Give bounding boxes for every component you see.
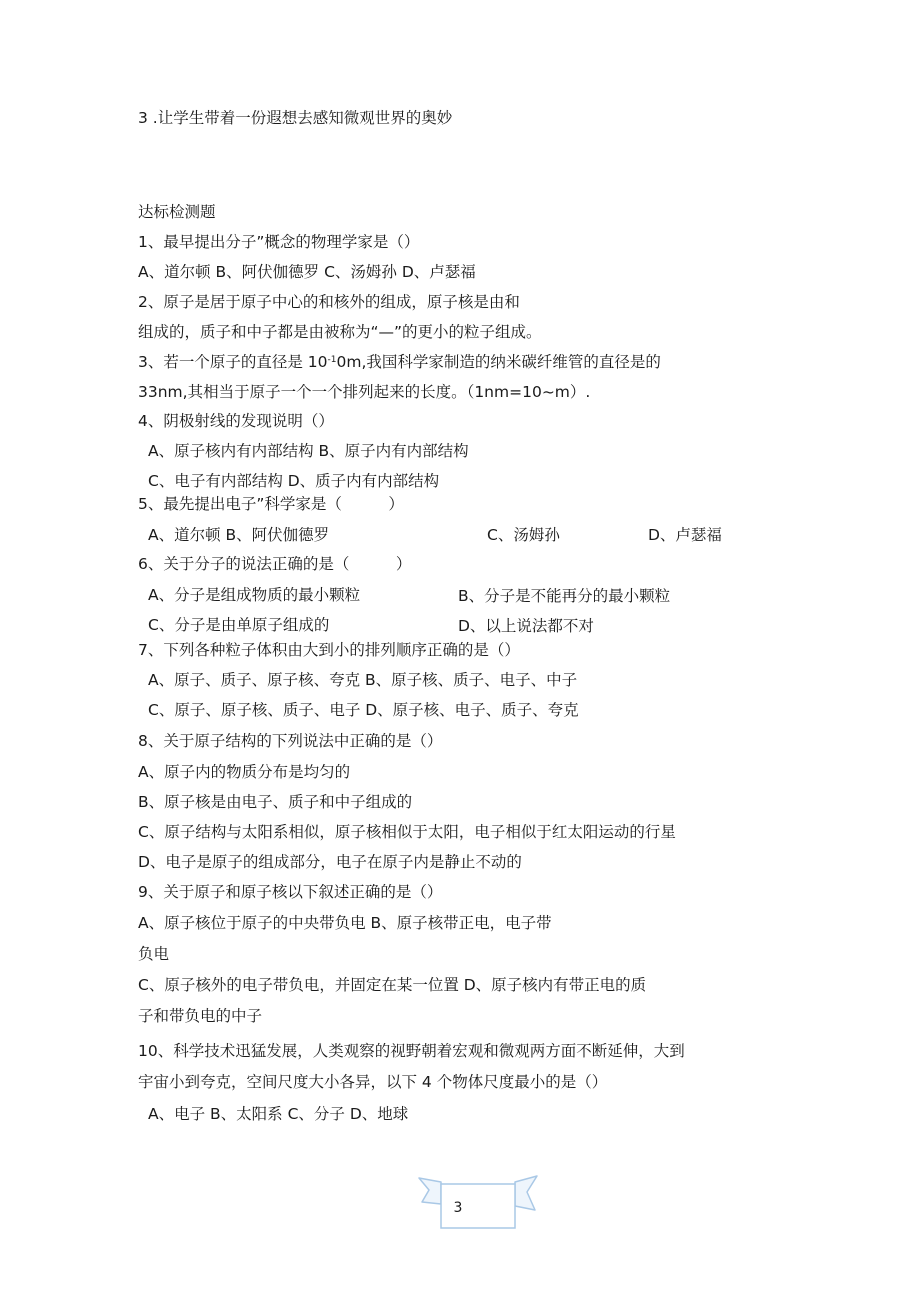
question-10-line-2: 宇宙小到夸克，空间尺度大小各异，以下 4 个物体尺度最小的是（） <box>138 1073 608 1091</box>
question-5-options-ab: A、道尔顿 B、阿伏伽德罗 <box>148 526 330 544</box>
question-9-options-ab-line-2: 负电 <box>138 945 170 963</box>
question-1-stem: 1、最早提出分子”概念的物理学家是（） <box>138 233 420 251</box>
intro-item: 3 .让学生带着一份遐想去感知微观世界的奥妙 <box>138 109 453 127</box>
page-ribbon-icon <box>417 1173 539 1231</box>
question-8-option-b: B、原子核是由电子、质子和中子组成的 <box>138 793 413 811</box>
question-4-options-cd: C、电子有内部结构 D、质子内有内部结构 <box>148 472 440 490</box>
question-1-options: A、道尔顿 B、阿伏伽德罗 C、汤姆孙 D、卢瑟福 <box>138 263 476 281</box>
question-8-option-a: A、原子内的物质分布是均匀的 <box>138 763 351 781</box>
question-10-options: A、电子 B、太阳系 C、分子 D、地球 <box>148 1105 409 1123</box>
question-7-stem: 7、下列各种粒子体积由大到小的排列顺序正确的是（） <box>138 641 520 659</box>
question-3-line-2: 33nm,其相当于原子一个一个排列起来的长度。（1nm=10~m）. <box>138 383 591 401</box>
question-5-option-d: D、卢瑟福 <box>648 526 722 544</box>
question-4-stem: 4、阴极射线的发现说明（） <box>138 412 334 430</box>
question-7-options-cd: C、原子、原子核、质子、电子 D、原子核、电子、质子、夸克 <box>148 701 579 719</box>
question-3-text-a: 3、若一个原子的直径是 10 <box>138 353 328 371</box>
question-8-stem: 8、关于原子结构的下列说法中正确的是（） <box>138 732 443 750</box>
section-title: 达标检测题 <box>138 203 216 221</box>
page-number: 3 <box>453 1200 463 1216</box>
question-9-options-ab-line-1: A、原子核位于原子的中央带负电 B、原子核带正电，电子带 <box>138 914 552 932</box>
question-3-exponent: -1 <box>327 355 337 365</box>
question-5-option-c: C、汤姆孙 <box>487 526 560 544</box>
question-3-line-1 <box>138 352 661 372</box>
question-6-stem: 6、关于分子的说法正确的是（ ） <box>138 555 412 573</box>
question-8-option-d: D、电子是原子的组成部分，电子在原子内是静止不动的 <box>138 853 522 871</box>
question-4-options-ab: A、原子核内有内部结构 B、原子内有内部结构 <box>148 442 469 460</box>
question-9-options-cd-line-2: 子和带负电的中子 <box>138 1007 263 1025</box>
question-7-options-ab: A、原子、质子、原子核、夸克 B、原子核、质子、电子、中子 <box>148 671 578 689</box>
question-9-stem: 9、关于原子和原子核以下叙述正确的是（） <box>138 883 443 901</box>
question-3-text-b: 0m,我国科学家制造的纳米碳纤维管的直径是的 <box>336 353 661 371</box>
question-6-option-b: B、分子是不能再分的最小颗粒 <box>458 587 671 605</box>
question-6-option-a: A、分子是组成物质的最小颗粒 <box>148 586 361 604</box>
question-2-line-2: 组成的，质子和中子都是由被称为“—”的更小的粒子组成。 <box>138 323 542 341</box>
question-2-line-1: 2、原子是居于原子中心的和核外的组成，原子核是由和 <box>138 293 520 311</box>
question-10-line-1: 10、科学技术迅猛发展，人类观察的视野朝着宏观和微观两方面不断延伸，大到 <box>138 1042 685 1060</box>
question-8-option-c: C、原子结构与太阳系相似，原子核相似于太阳，电子相似于红太阳运动的行星 <box>138 823 676 841</box>
question-5-stem: 5、最先提出电子”科学家是（ ） <box>138 495 404 513</box>
question-9-options-cd-line-1: C、原子核外的电子带负电，并固定在某一位置 D、原子核内有带正电的质 <box>138 976 647 994</box>
question-6-option-d: D、以上说法都不对 <box>458 617 594 635</box>
question-6-option-c: C、分子是由单原子组成的 <box>148 616 330 634</box>
